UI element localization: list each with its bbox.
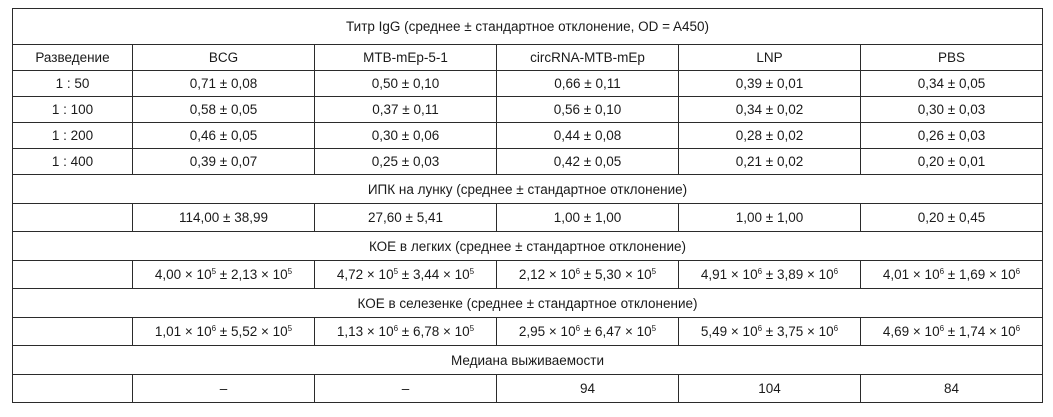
igg-titer-title: Титр IgG (среднее ± стандартное отклонение, OD = A450)	[13, 9, 1043, 45]
header-mtb-mep-5-1: MTB-mEp-5-1	[315, 45, 497, 71]
sd-mantissa: 3,75	[776, 324, 804, 339]
mean-mantissa: 4,69	[882, 324, 910, 339]
table-cell: 0,39 ± 0,01	[679, 71, 861, 97]
mean-mantissa: 2,12	[518, 267, 546, 282]
table-row	[13, 149, 1043, 175]
table-cell: 0,56 ± 0,10	[497, 97, 679, 123]
header-lnp: LNP	[679, 45, 861, 71]
sd-exponent: 5	[469, 324, 475, 333]
mean-exponent: 6	[575, 267, 581, 276]
koe-spleen-cell-pbs: $4,69 \times 10^6 \pm 1,74 \times 10^6$	[861, 318, 1043, 346]
koe-lungs-cell-pbs: $4,01 \times 10^6 \pm 1,69 \times 10^6$	[861, 261, 1043, 289]
survival-row	[13, 375, 1043, 403]
table-cell: 0,71 ± 0,08	[133, 71, 315, 97]
mean-mantissa: 1,01	[154, 324, 182, 339]
empty-cell	[13, 204, 133, 232]
koe-spleen-row	[13, 318, 1043, 346]
table-cell: 0,26 ± 0,03	[861, 123, 1043, 149]
sd-mantissa: 5,52	[230, 324, 258, 339]
table-cell: 0,44 ± 0,08	[497, 123, 679, 149]
table-cell: 0,37 ± 0,11	[315, 97, 497, 123]
mean-exponent: 5	[393, 267, 399, 276]
sd-exponent: 5	[287, 324, 293, 333]
ipk-cell-mtb-mep-5-1: 27,60 ± 5,41	[315, 204, 497, 232]
table-cell: 0,50 ± 0,10	[315, 71, 497, 97]
table-cell: 0,42 ± 0,05	[497, 149, 679, 175]
mean-exponent: 6	[757, 267, 763, 276]
sd-mantissa: 3,44	[412, 267, 440, 282]
table-cell: 0,30 ± 0,06	[315, 123, 497, 149]
table-cell: 0,28 ± 0,02	[679, 123, 861, 149]
table-cell: 0,46 ± 0,05	[133, 123, 315, 149]
survival-cell-circrna-mtb-mep: 94	[497, 375, 679, 403]
koe-lungs-cell-bcg: $4,00 \times 10^5 \pm 2,13 \times 10^5$	[133, 261, 315, 289]
mean-mantissa: 5,49	[700, 324, 728, 339]
dilution-cell: 1 : 100	[13, 97, 133, 123]
results-table-container	[12, 8, 1042, 403]
sd-exponent: 5	[287, 267, 293, 276]
survival-cell-lnp: 104	[679, 375, 861, 403]
ipk-cell-pbs: 0,20 ± 0,45	[861, 204, 1043, 232]
mean-mantissa: 2,95	[518, 324, 546, 339]
sd-mantissa: 6,47	[594, 324, 622, 339]
ipk-cell-lnp: 1,00 ± 1,00	[679, 204, 861, 232]
sd-mantissa: 5,30	[594, 267, 622, 282]
table-cell: 0,34 ± 0,05	[861, 71, 1043, 97]
sd-mantissa: 2,13	[230, 267, 258, 282]
empty-cell	[13, 375, 133, 403]
table-row	[13, 123, 1043, 149]
mean-mantissa: 4,01	[882, 267, 910, 282]
koe-lungs-cell-circrna-mtb-mep: $2,12 \times 10^6 \pm 5,30 \times 10^5$	[497, 261, 679, 289]
sd-exponent: 5	[469, 267, 475, 276]
table-cell: 0,20 ± 0,01	[861, 149, 1043, 175]
koe-spleen-cell-bcg: $1,01 \times 10^6 \pm 5,52 \times 10^5$	[133, 318, 315, 346]
mean-exponent: 6	[757, 324, 763, 333]
header-circrna-mtb-mep: circRNA-MTB-mEp	[497, 45, 679, 71]
table-cell: 0,34 ± 0,02	[679, 97, 861, 123]
sd-exponent: 5	[651, 324, 657, 333]
sd-exponent: 6	[1015, 324, 1021, 333]
koe-lungs-cell-mtb-mep-5-1: $4,72 \times 10^5 \pm 3,44 \times 10^5$	[315, 261, 497, 289]
survival-cell-bcg: –	[133, 375, 315, 403]
koe-lungs-row	[13, 261, 1043, 289]
empty-cell	[13, 261, 133, 289]
mean-mantissa: 1,13	[336, 324, 364, 339]
sd-exponent: 5	[651, 267, 657, 276]
table-cell: 0,25 ± 0,03	[315, 149, 497, 175]
results-table	[12, 8, 1043, 403]
koe-lungs-cell-lnp: $4,91 \times 10^6 \pm 3,89 \times 10^6$	[679, 261, 861, 289]
table-row	[13, 97, 1043, 123]
mean-mantissa: 4,91	[700, 267, 728, 282]
koe-spleen-cell-mtb-mep-5-1: $1,13 \times 10^6 \pm 6,78 \times 10^5$	[315, 318, 497, 346]
table-cell: 0,39 ± 0,07	[133, 149, 315, 175]
survival-cell-pbs: 84	[861, 375, 1043, 403]
survival-cell-mtb-mep-5-1: –	[315, 375, 497, 403]
ipk-section-title: ИПК на лунку (среднее ± стандартное отклонение)	[13, 175, 1043, 204]
ipk-cell-bcg: 114,00 ± 38,99	[133, 204, 315, 232]
table-cell: 0,30 ± 0,03	[861, 97, 1043, 123]
table-cell: 0,66 ± 0,11	[497, 71, 679, 97]
mean-exponent: 5	[211, 267, 217, 276]
mean-exponent: 6	[939, 324, 945, 333]
dilution-cell: 1 : 50	[13, 71, 133, 97]
koe-lungs-section-title: КОЕ в легких (среднее ± стандартное отклонение)	[13, 232, 1043, 261]
survival-section-title: Медиана выживаемости	[13, 346, 1043, 375]
dilution-cell: 1 : 200	[13, 123, 133, 149]
mean-mantissa: 4,72	[336, 267, 364, 282]
sd-mantissa: 1,74	[958, 324, 986, 339]
ipk-cell-circrna-mtb-mep: 1,00 ± 1,00	[497, 204, 679, 232]
sd-exponent: 6	[833, 267, 839, 276]
mean-exponent: 6	[211, 324, 217, 333]
mean-exponent: 6	[939, 267, 945, 276]
ipk-row	[13, 204, 1043, 232]
header-pbs: PBS	[861, 45, 1043, 71]
sd-exponent: 6	[1015, 267, 1021, 276]
header-bcg: BCG	[133, 45, 315, 71]
mean-mantissa: 4,00	[154, 267, 182, 282]
koe-spleen-section-title: КОЕ в селезенке (среднее ± стандартное отклонение)	[13, 289, 1043, 318]
dilution-cell: 1 : 400	[13, 149, 133, 175]
table-row	[13, 71, 1043, 97]
mean-exponent: 6	[393, 324, 399, 333]
sd-mantissa: 6,78	[412, 324, 440, 339]
mean-exponent: 6	[575, 324, 581, 333]
table-cell: 0,58 ± 0,05	[133, 97, 315, 123]
koe-spleen-cell-lnp: $5,49 \times 10^6 \pm 3,75 \times 10^6$	[679, 318, 861, 346]
empty-cell	[13, 318, 133, 346]
header-row	[13, 45, 1043, 71]
sd-mantissa: 1,69	[958, 267, 986, 282]
koe-spleen-cell-circrna-mtb-mep: $2,95 \times 10^6 \pm 6,47 \times 10^5$	[497, 318, 679, 346]
header-dilution: Разведение	[13, 45, 133, 71]
sd-exponent: 6	[833, 324, 839, 333]
table-cell: 0,21 ± 0,02	[679, 149, 861, 175]
sd-mantissa: 3,89	[776, 267, 804, 282]
